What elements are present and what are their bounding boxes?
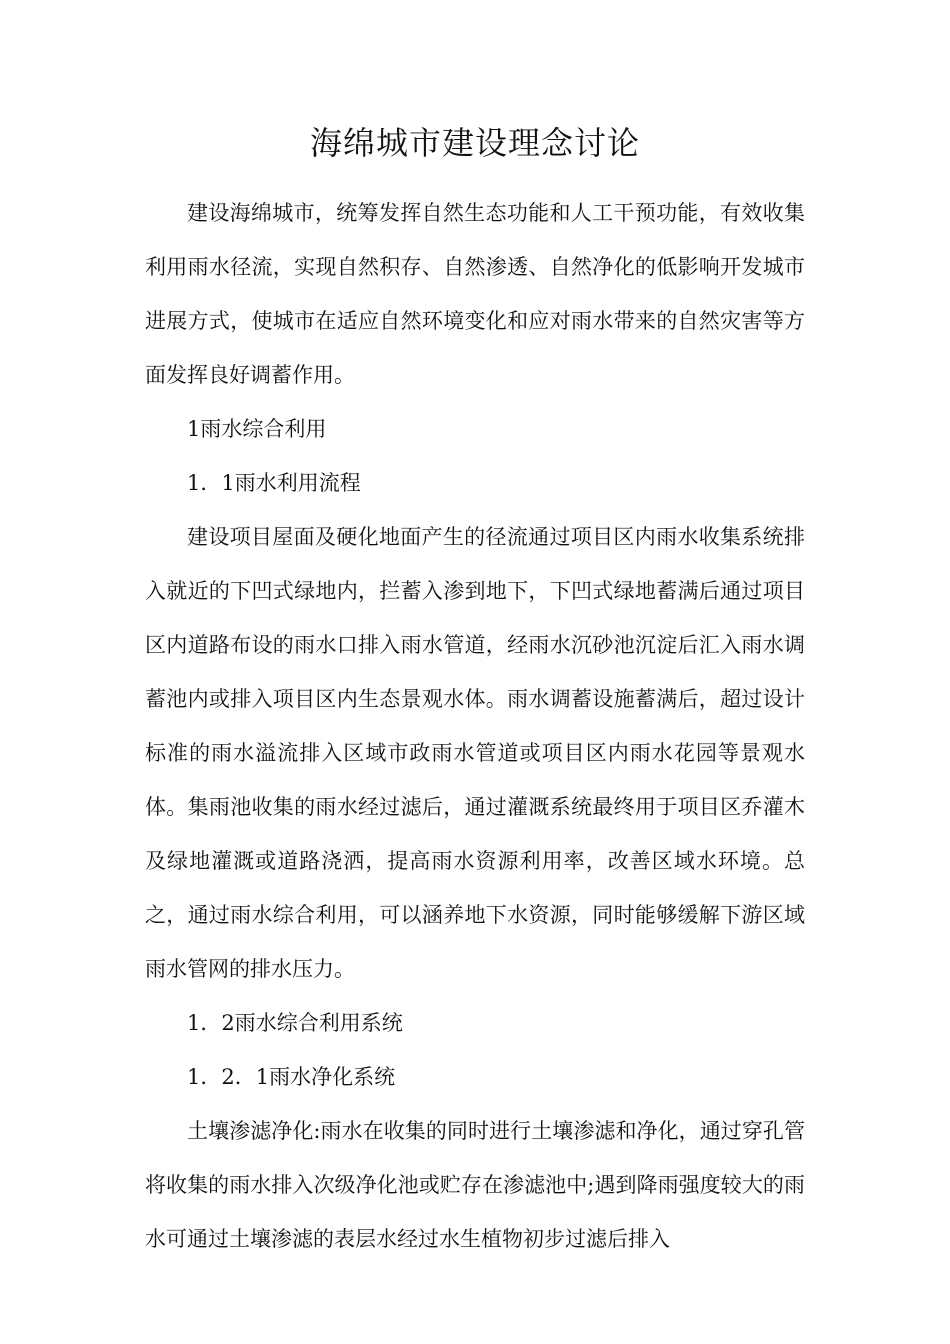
- paragraph-rainwater-flow: 建设项目屋面及硬化地面产生的径流通过项目区内雨水收集系统排入就近的下凹式绿地内，拦蓄入渗到地下，下凹式绿地蓄满后通过项目区内道路布设的雨水口排入雨水管道，经雨水沉砂池沉淀后汇入雨水调蓄池内或排入项目区内生态景观水体。雨水调蓄设施蓄满后，超过设计标准的雨水溢流排入区域市政雨水管道或项目区内雨水花园等景观水体。集雨池收集的雨水经过滤后，通过灌溉系统最终用于项目区乔灌木及绿地灌溉或道路浇洒，提高雨水资源利用率，改善区域水环境。总之，通过雨水综合利用，可以涵养地下水资源，同时能够缓解下游区域雨水管网的排水压力。: [145, 525, 805, 981]
- document-title: 海绵城市建设理念讨论: [309, 124, 640, 162]
- paragraph-soil-filtration: 土壤渗滤净化:雨水在收集的同时进行土壤渗滤和净化，通过穿孔管将收集的雨水排入次级净化池或贮存在渗滤池中;遇到降雨强度较大的雨水可通过土壤渗滤的表层水经过水生植物初步过滤后排入: [145, 1119, 805, 1251]
- section-heading-1: 1雨水综合利用: [187, 417, 327, 441]
- section-heading-1-1: 1．1雨水利用流程: [187, 471, 361, 495]
- section-heading-1-2: 1．2雨水综合利用系统: [187, 1011, 403, 1035]
- paragraph-intro: 建设海绵城市，统筹发挥自然生态功能和人工干预功能，有效收集利用雨水径流，实现自然积存、自然渗透、自然净化的低影响开发城市进展方式，使城市在适应自然环境变化和应对雨水带来的自然灾害等方面发挥良好调蓄作用。: [145, 201, 805, 387]
- document-body: [145, 186, 805, 1266]
- section-heading-1-2-1: 1．2．1雨水净化系统: [187, 1065, 396, 1089]
